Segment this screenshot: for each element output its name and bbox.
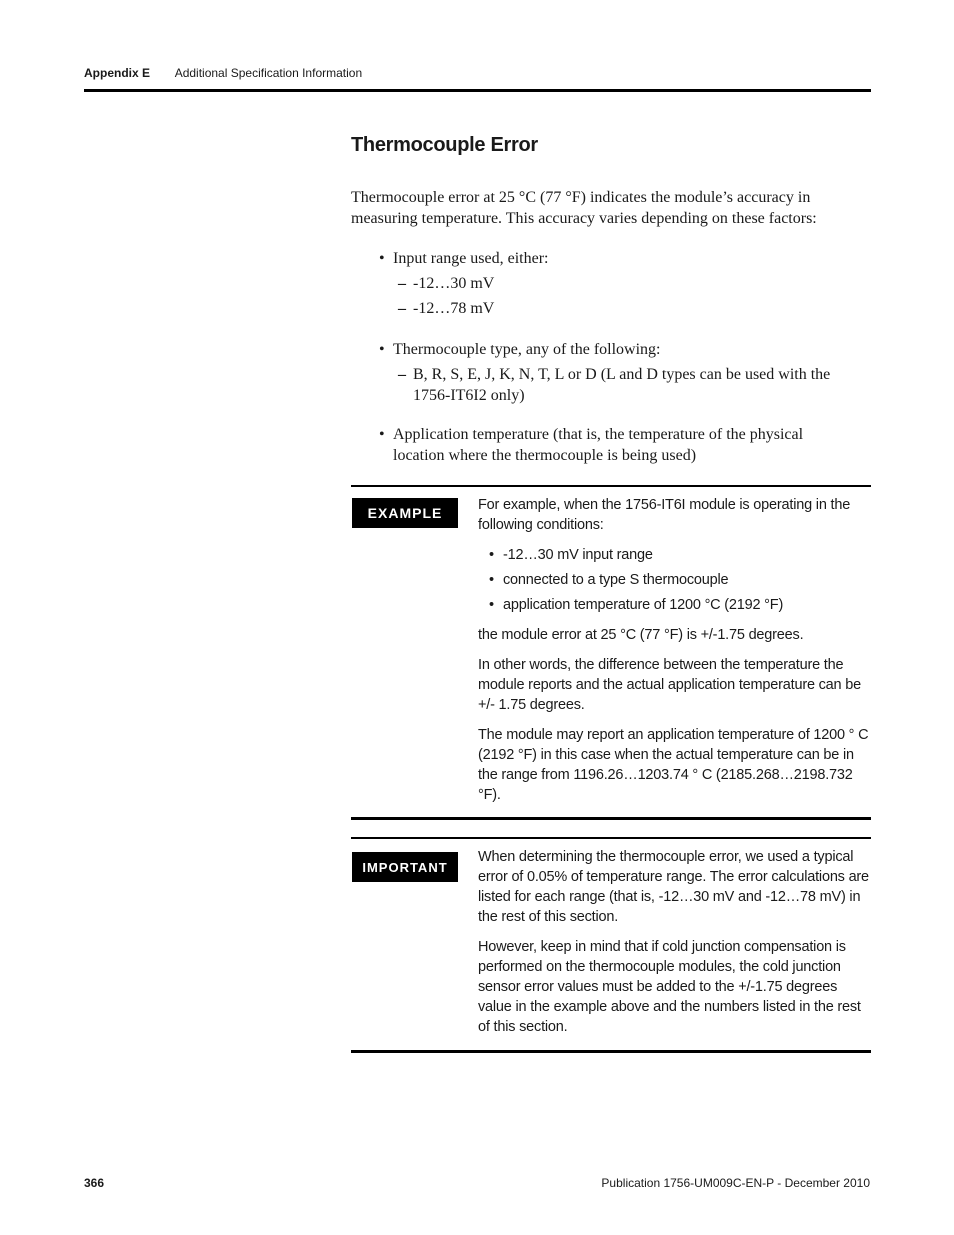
- example-paragraph: the module error at 25 °C (77 °F) is +/-1.75 degrees.: [478, 627, 804, 643]
- important-paragraph: When determining the thermocouple error, we used a typical error of 0.05% of temperature range. The error calculations are listed for each range (that is, -12…30 mV and -12…78 mV) in the rest of this section.: [478, 849, 869, 925]
- example-conditions-list: [478, 545, 870, 615]
- important-bottom-rule: [351, 1050, 871, 1053]
- section-label: Additional Specification Information: [174, 66, 363, 80]
- important-top-rule: [351, 837, 871, 839]
- dash-icon: –: [398, 275, 406, 292]
- intro-paragraph: Thermocouple error at 25 °C (77 °F) indicates the module’s accuracy in measuring temperature. This accuracy varies depending on these factors:: [351, 189, 817, 227]
- appendix-label: Appendix E: [84, 66, 151, 80]
- list-item: • Thermocouple type, any of the following:: [379, 341, 661, 358]
- header-rule: [84, 89, 871, 92]
- list-item: • -12…30 mV input range: [478, 545, 870, 565]
- important-label: IMPORTANT: [352, 852, 458, 882]
- bullet-icon: •: [379, 250, 385, 267]
- running-header: [84, 66, 362, 80]
- list-item: • Input range used, either:: [379, 250, 549, 267]
- important-content: [478, 847, 870, 1047]
- example-paragraph: For example, when the 1756-IT6I module is operating in the following conditions:: [478, 497, 851, 533]
- example-bottom-rule: [351, 817, 871, 820]
- list-item: • application temperature of 1200 °C (2192 °F): [478, 595, 870, 615]
- example-content: [478, 495, 870, 815]
- publication-info: Publication 1756-UM009C-EN-P - December 2010: [601, 1176, 870, 1190]
- bullet-icon: •: [379, 426, 385, 443]
- sub-list-item: – -12…30 mV: [398, 275, 495, 292]
- list-item: • Application temperature (that is, the temperature of the physical location where the thermocouple is being used): [379, 426, 804, 464]
- example-top-rule: [351, 485, 871, 487]
- dash-icon: –: [398, 300, 406, 317]
- sub-list-item: – B, R, S, E, J, K, N, T, L or D (L and D types can be used with the 1756-IT6I2 only): [398, 366, 831, 404]
- example-label: EXAMPLE: [352, 498, 458, 528]
- important-paragraph: However, keep in mind that if cold junction compensation is performed on the thermocouple modules, the cold junction sensor error values must be added to the +/-1.75 degrees value in the example above and the numbers listed in the rest of this section.: [478, 939, 861, 1035]
- example-paragraph: In other words, the difference between the temperature the module reports and the actual application temperature can be +/- 1.75 degrees.: [478, 657, 861, 713]
- example-paragraph: The module may report an application temperature of 1200 ° C (2192 °F) in this case when the actual temperature can be in the range from 1196.26…1203.74 ° C (2185.268…2198.732 °F).: [478, 727, 869, 803]
- dash-icon: –: [398, 366, 406, 383]
- page-number: 366: [84, 1176, 105, 1190]
- list-item: • connected to a type S thermocouple: [478, 570, 870, 590]
- bullet-icon: •: [379, 341, 385, 358]
- page-title: Thermocouple Error: [351, 134, 538, 156]
- sub-list-item: – -12…78 mV: [398, 300, 495, 317]
